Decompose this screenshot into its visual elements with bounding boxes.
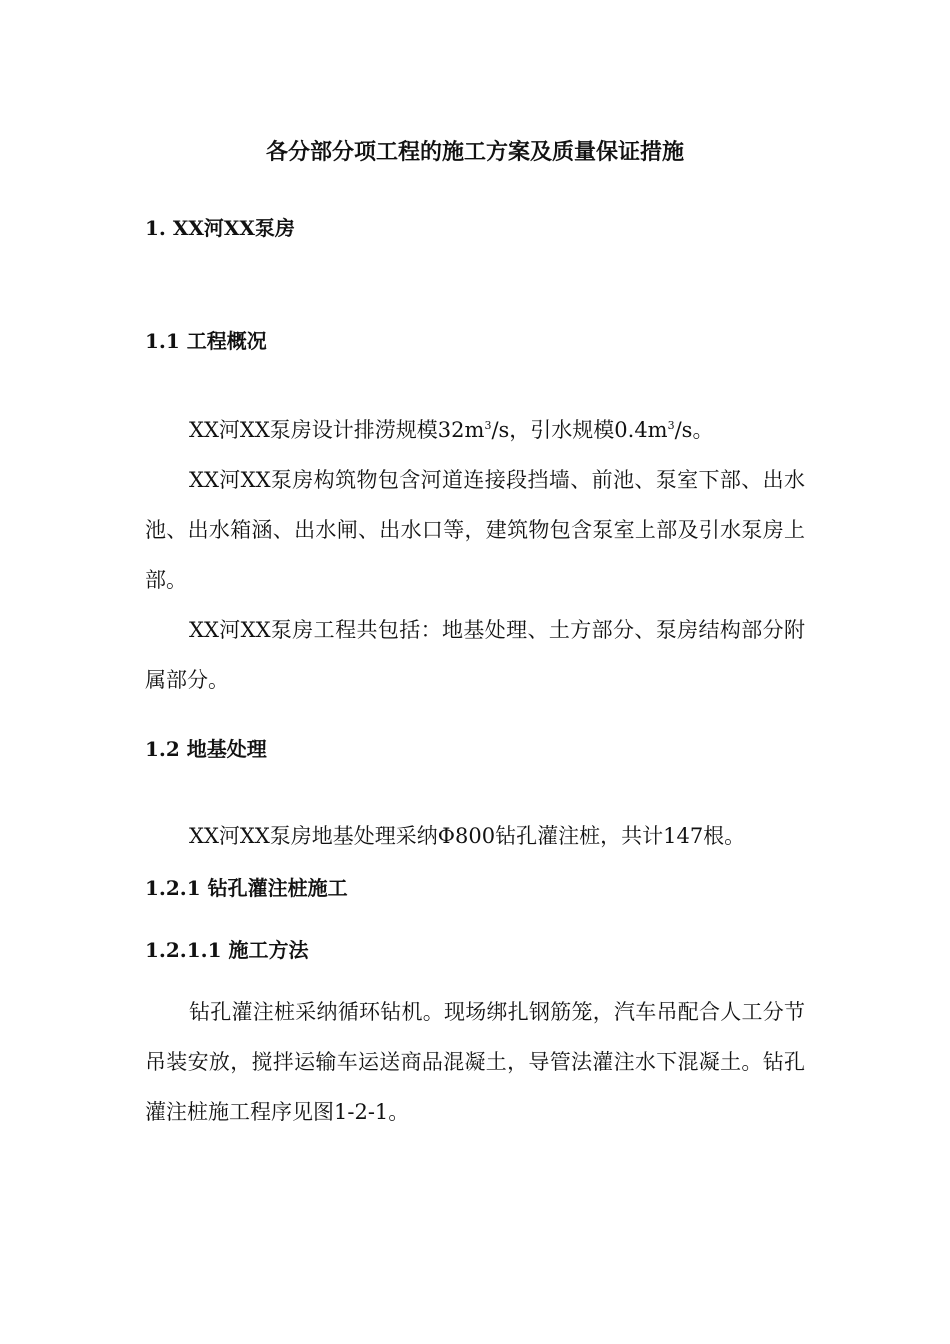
superscript-3: 3 <box>667 419 675 432</box>
section-heading-1-1: 1.1 工程概况 <box>145 329 267 353</box>
paragraph-pump-scale <box>145 405 805 455</box>
section-heading-1-2: 1.2 地基处理 <box>145 737 267 761</box>
pump-scale-text-3: /s。 <box>674 418 714 442</box>
paragraph-foundation: XX河XX泵房地基处理采纳Φ800钻孔灌注桩，共计147根。 <box>189 824 746 848</box>
paragraph-scope: XX河XX泵房工程共包括：地基处理、土方部分、泵房结构部分附属部分。 <box>145 618 805 692</box>
section-heading-1-2-1: 1.2.1 钻孔灌注桩施工 <box>145 876 348 900</box>
section-heading-1-2-1-1: 1.2.1.1 施工方法 <box>145 938 309 962</box>
paragraph-method: 钻孔灌注桩采纳循环钻机。现场绑扎钢筋笼，汽车吊配合人工分节吊装安放，搅拌运输车运送商品混凝土，导管法灌注水下混凝土。钻孔灌注桩施工程序见图1-2-1。 <box>145 1000 805 1124</box>
paragraph-structures: XX河XX泵房构筑物包含河道连接段挡墙、前池、泵室下部、出水池、出水箱涵、出水闸、出水口等，建筑物包含泵室上部及引水泵房上部。 <box>145 468 805 592</box>
section-heading-1: 1. XX河XX泵房 <box>145 216 295 240</box>
document-title: 各分部分项工程的施工方案及质量保证措施 <box>265 139 684 165</box>
superscript-3: 3 <box>484 419 492 432</box>
pump-scale-text-1: XX河XX泵房设计排涝规模32m <box>189 418 485 442</box>
pump-scale-text-2: /s，引水规模0.4m <box>491 418 668 442</box>
